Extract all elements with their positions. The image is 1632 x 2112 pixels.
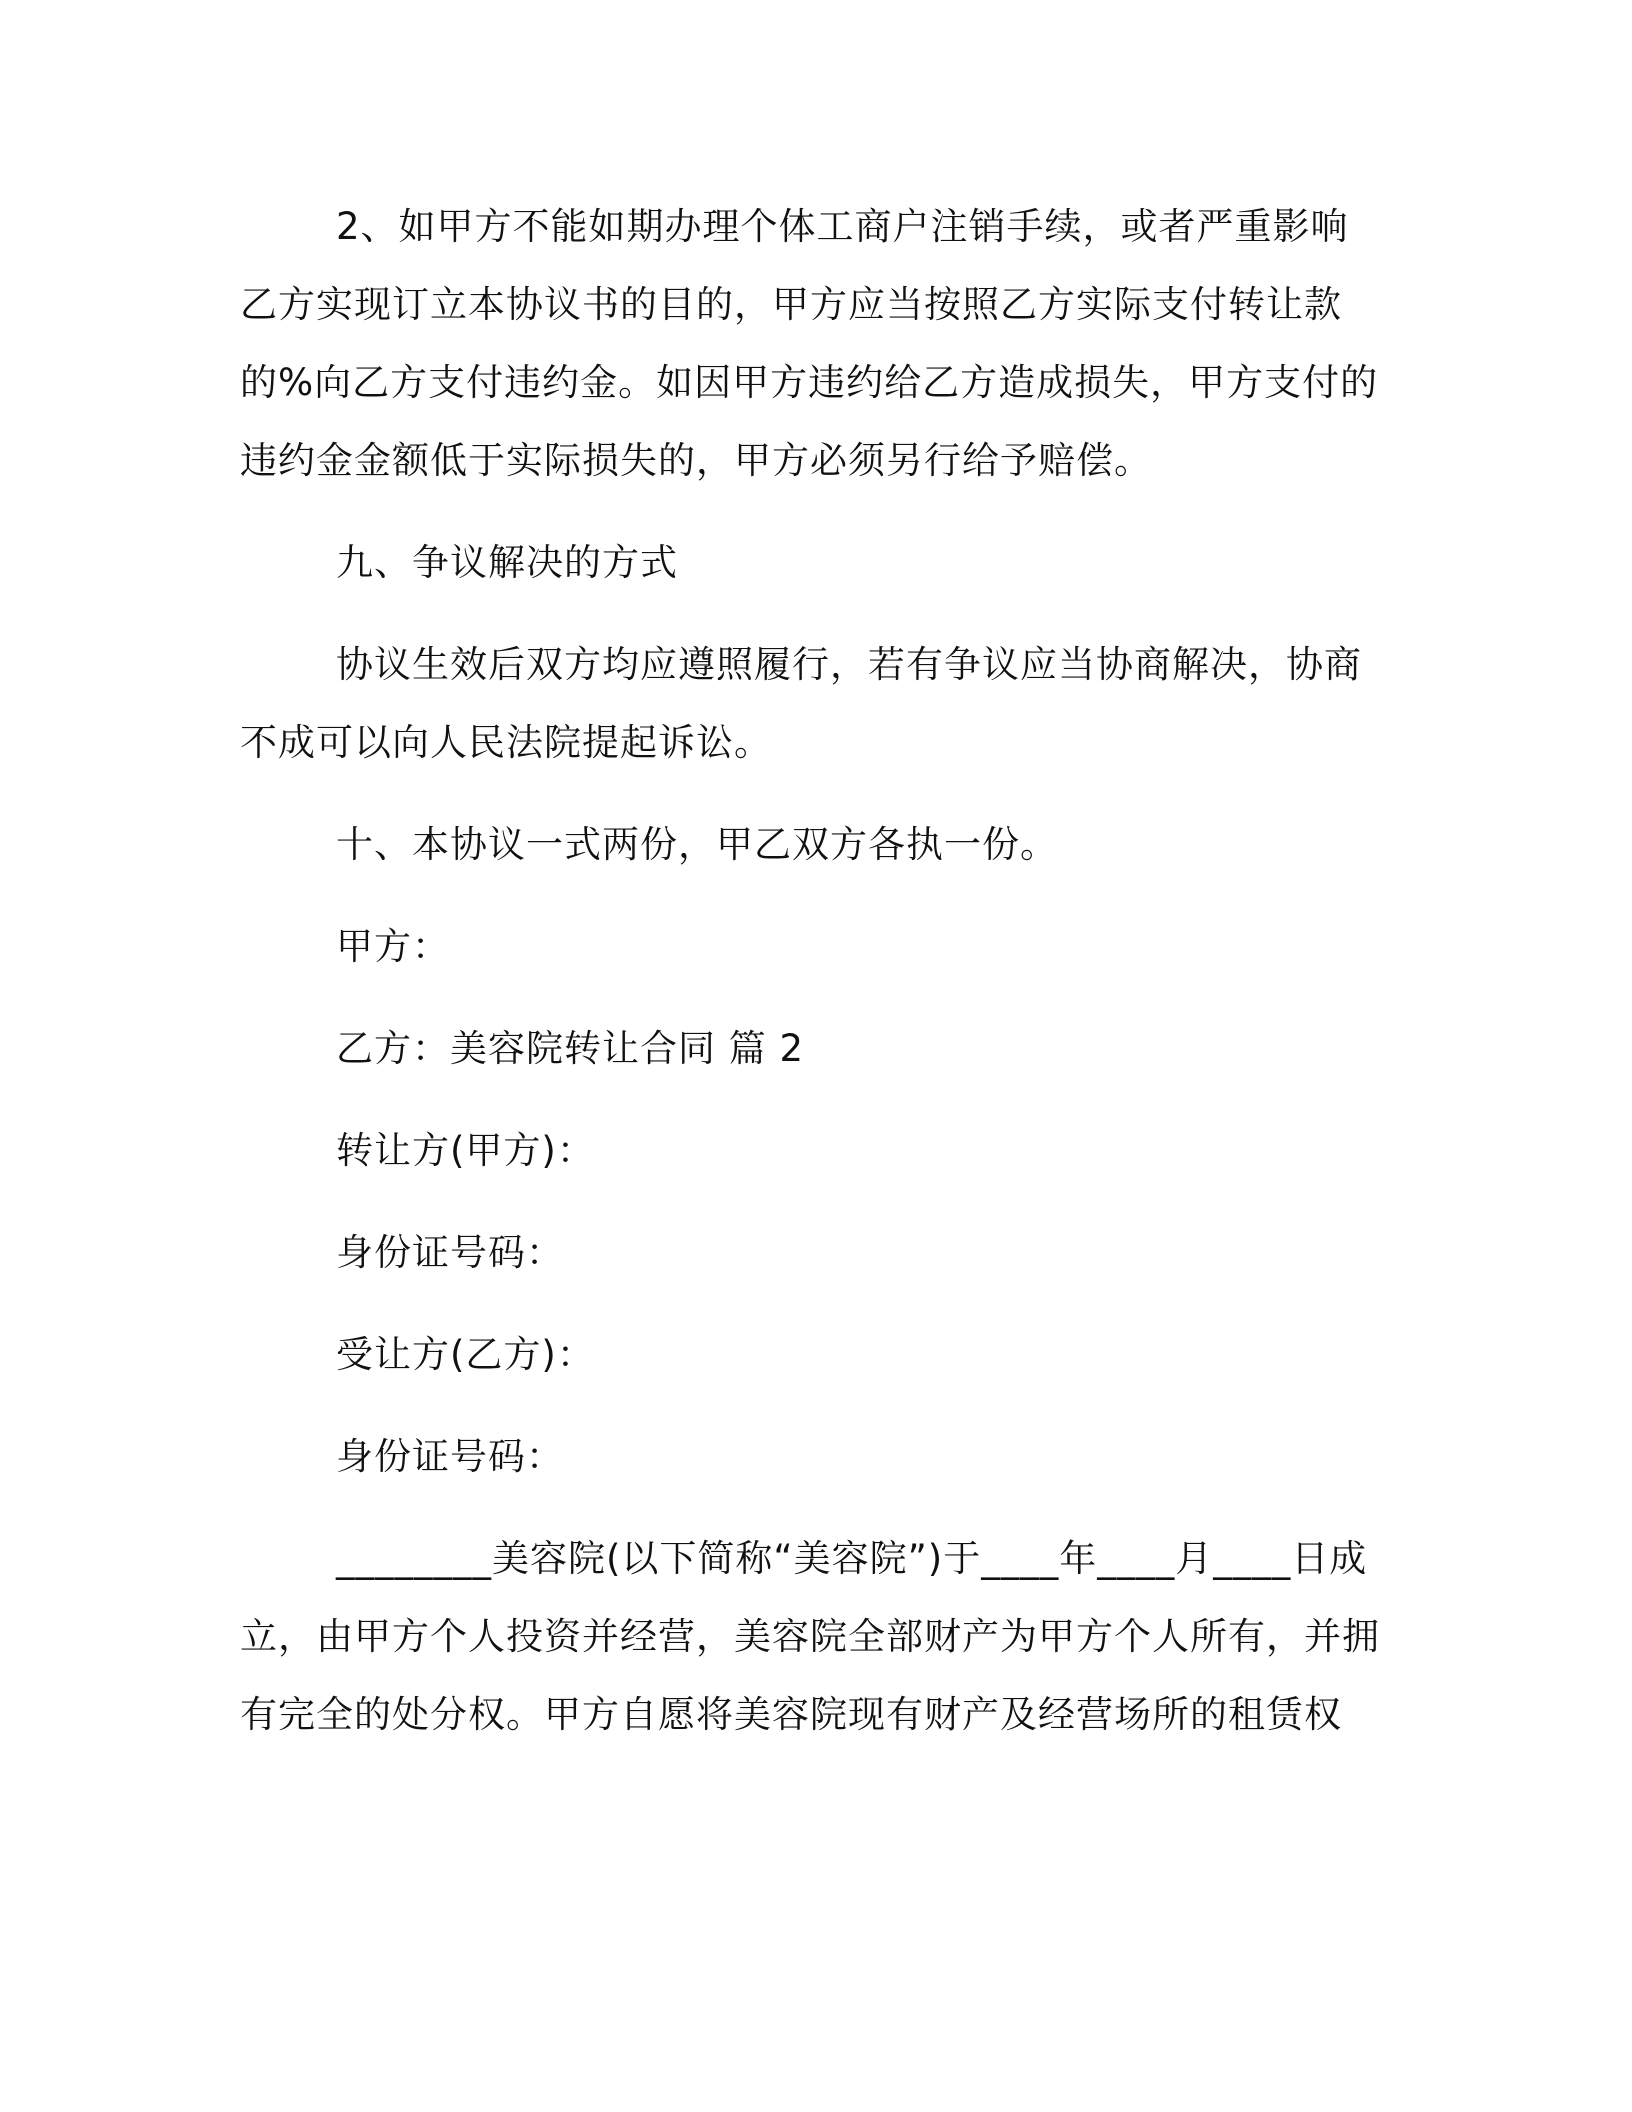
section-heading-dispute: 九、争议解决的方式: [336, 541, 678, 584]
transferee-label: 受让方(乙方)：: [336, 1333, 595, 1376]
document-body: [240, 188, 1380, 1754]
party-b-label: 乙方：美容院转让合同 篇 2: [336, 1027, 805, 1070]
paragraph-copies: 十、本协议一式两份，甲乙双方各执一份。: [336, 823, 1058, 866]
paragraph-breach-clause: 2、如甲方不能如期办理个体工商户注销手续，或者严重影响乙方实现订立本协议书的目的，甲方应当按照乙方实际支付转让款的%向乙方支付违约金。如因甲方违约给乙方造成损失，甲方支付的违约金金额低于实际损失的，甲方必须另行给予赔偿。: [240, 205, 1379, 482]
transferor-label: 转让方(甲方)：: [336, 1129, 595, 1172]
id-number-b-label: 身份证号码：: [336, 1435, 564, 1478]
paragraph-dispute-resolution: 协议生效后双方均应遵照履行，若有争议应当协商解决，协商不成可以向人民法院提起诉讼。: [240, 643, 1362, 764]
party-a-label: 甲方：: [336, 925, 450, 968]
id-number-a-label: 身份证号码：: [336, 1231, 564, 1274]
paragraph-salon-establishment: ________美容院(以下简称“美容院”)于____年____月____日成立，由甲方个人投资并经营，美容院全部财产为甲方个人所有，并拥有完全的处分权。甲方自愿将美容院现有财产及经营场所的租赁权: [240, 1537, 1380, 1736]
